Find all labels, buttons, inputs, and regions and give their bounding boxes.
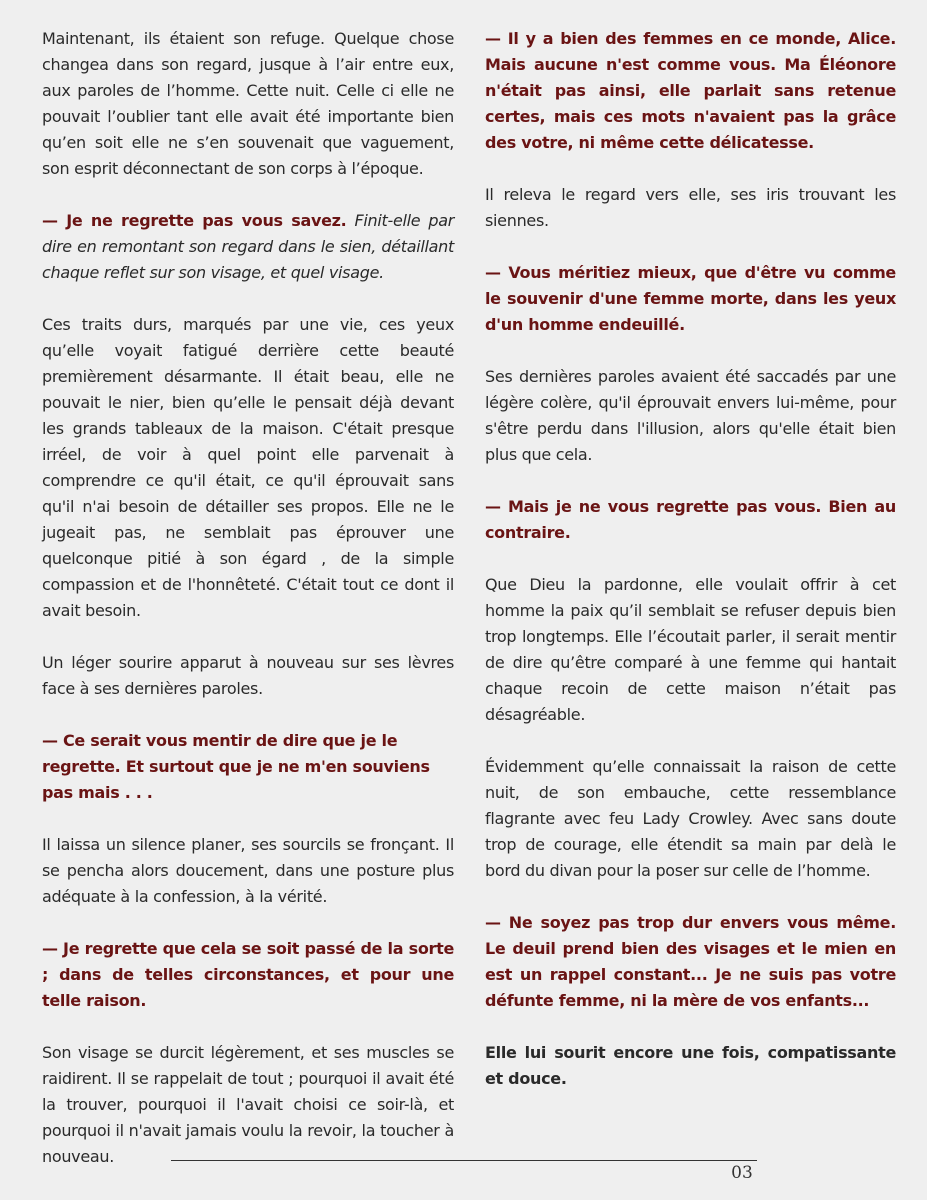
dialogue-line: — Je ne regrette pas vous savez. [42,211,347,230]
dialogue-paragraph: — Vous méritiez mieux, que d'être vu comme le souvenir d'une femme morte, dans les yeux d'un homme endeuillé. [485,263,896,334]
narration-paragraph: Son visage se durcit légèrement, et ses muscles se raidirent. Il se rappelait de tout ; pourquoi il avait été la trouver, pourquoi il l'avait choisi ce soir-là, et pourquoi il n'avait jamais voulu la revoir, la toucher à nouveau. [42,1043,454,1166]
narration-paragraph: Que Dieu la pardonne, elle voulait offrir à cet homme la paix qu’il semblait se refuser depuis bien trop longtemps. Elle l’écoutait parler, il serait mentir de dire qu’être comparé à une femme qui hantait chaque recoin de cette maison n’était pas désagréable. [485,575,896,724]
footer-rule [171,1160,757,1161]
right-column [485,26,896,1118]
narration-paragraph: Il releva le regard vers elle, ses iris trouvant les siennes. [485,185,896,230]
narration-paragraph: Un léger sourire apparut à nouveau sur ses lèvres face à ses dernières paroles. [42,653,454,698]
dialogue-paragraph: — Je regrette que cela se soit passé de la sorte ; dans de telles circonstances, et pour une telle raison. [42,939,454,1010]
narration-paragraph: Ces traits durs, marqués par une vie, ces yeux qu’elle voyait fatigué derrière cette beauté premièrement désarmante. Il était beau, elle ne pouvait le nier, bien qu’elle le pensait déjà devant les grands tableaux de la maison. C'était presque irréel, de voir à quel point elle parvenait à comprendre ce qu'il était, ce qu'il éprouvait sans qu'il n'ai besoin de détailler ses propos. Elle ne le jugeait pas, ne semblait pas éprouver une quelconque pitié à son égard , de la simple compassion et de l'honnêteté. C'était tout ce dont il avait besoin. [42,315,454,620]
dialogue-paragraph: — Ne soyez pas trop dur envers vous même. Le deuil prend bien des visages et le mien en est un rappel constant... Je ne suis pas votre défunte femme, ni la mère de vos enfants... [485,913,896,1010]
narration-paragraph: Maintenant, ils étaient son refuge. Quelque chose changea dans son regard, jusque à l’air entre eux, aux paroles de l’homme. Cette nuit. Celle ci elle ne pouvait l’oublier tant elle avait été importante bien qu’en soit elle ne s’en souvenait que vaguement, son esprit déconnectant de son corps à l’époque. [42,29,454,178]
narration-paragraph: Ses dernières paroles avaient été saccadés par une légère colère, qu'il éprouvait envers lui-même, pour s'être perdu dans l'illusion, alors qu'elle était bien plus que cela. [485,367,896,464]
closing-paragraph: Elle lui sourit encore une fois, compatissante et douce. [485,1043,896,1088]
dialogue-paragraph: — Mais je ne vous regrette pas vous. Bien au contraire. [485,497,896,542]
dialogue-paragraph: — Ce serait vous mentir de dire que je le regrette. Et surtout que je ne m'en souviens pas mais . . . [42,731,430,802]
dialogue-paragraph: — Il y a bien des femmes en ce monde, Alice. Mais aucune n'est comme vous. Ma Éléonore n'était pas ainsi, elle parlait sans retenue certes, mais ces mots n'avaient pas la grâce des votre, ni même cette délicatesse. [485,29,896,152]
narration-italic: Finit-elle par dire en remontant son regard dans le sien, détaillant chaque reflet sur son visage, et quel visage. [42,211,454,282]
left-column [42,26,454,1196]
dialogue-paragraph [42,208,454,286]
narration-paragraph: Il laissa un silence planer, ses sourcils se fronçant. Il se pencha alors doucement, dans une posture plus adéquate à la confession, à la vérité. [42,835,454,906]
narration-paragraph: Évidemment qu’elle connaissait la raison de cette nuit, de son embauche, cette ressemblance flagrante avec feu Lady Crowley. Avec sans doute trop de courage, elle étendit sa main par delà le bord du divan pour la poser sur celle de l’homme. [485,757,896,880]
page-number: 03 [731,1163,753,1183]
